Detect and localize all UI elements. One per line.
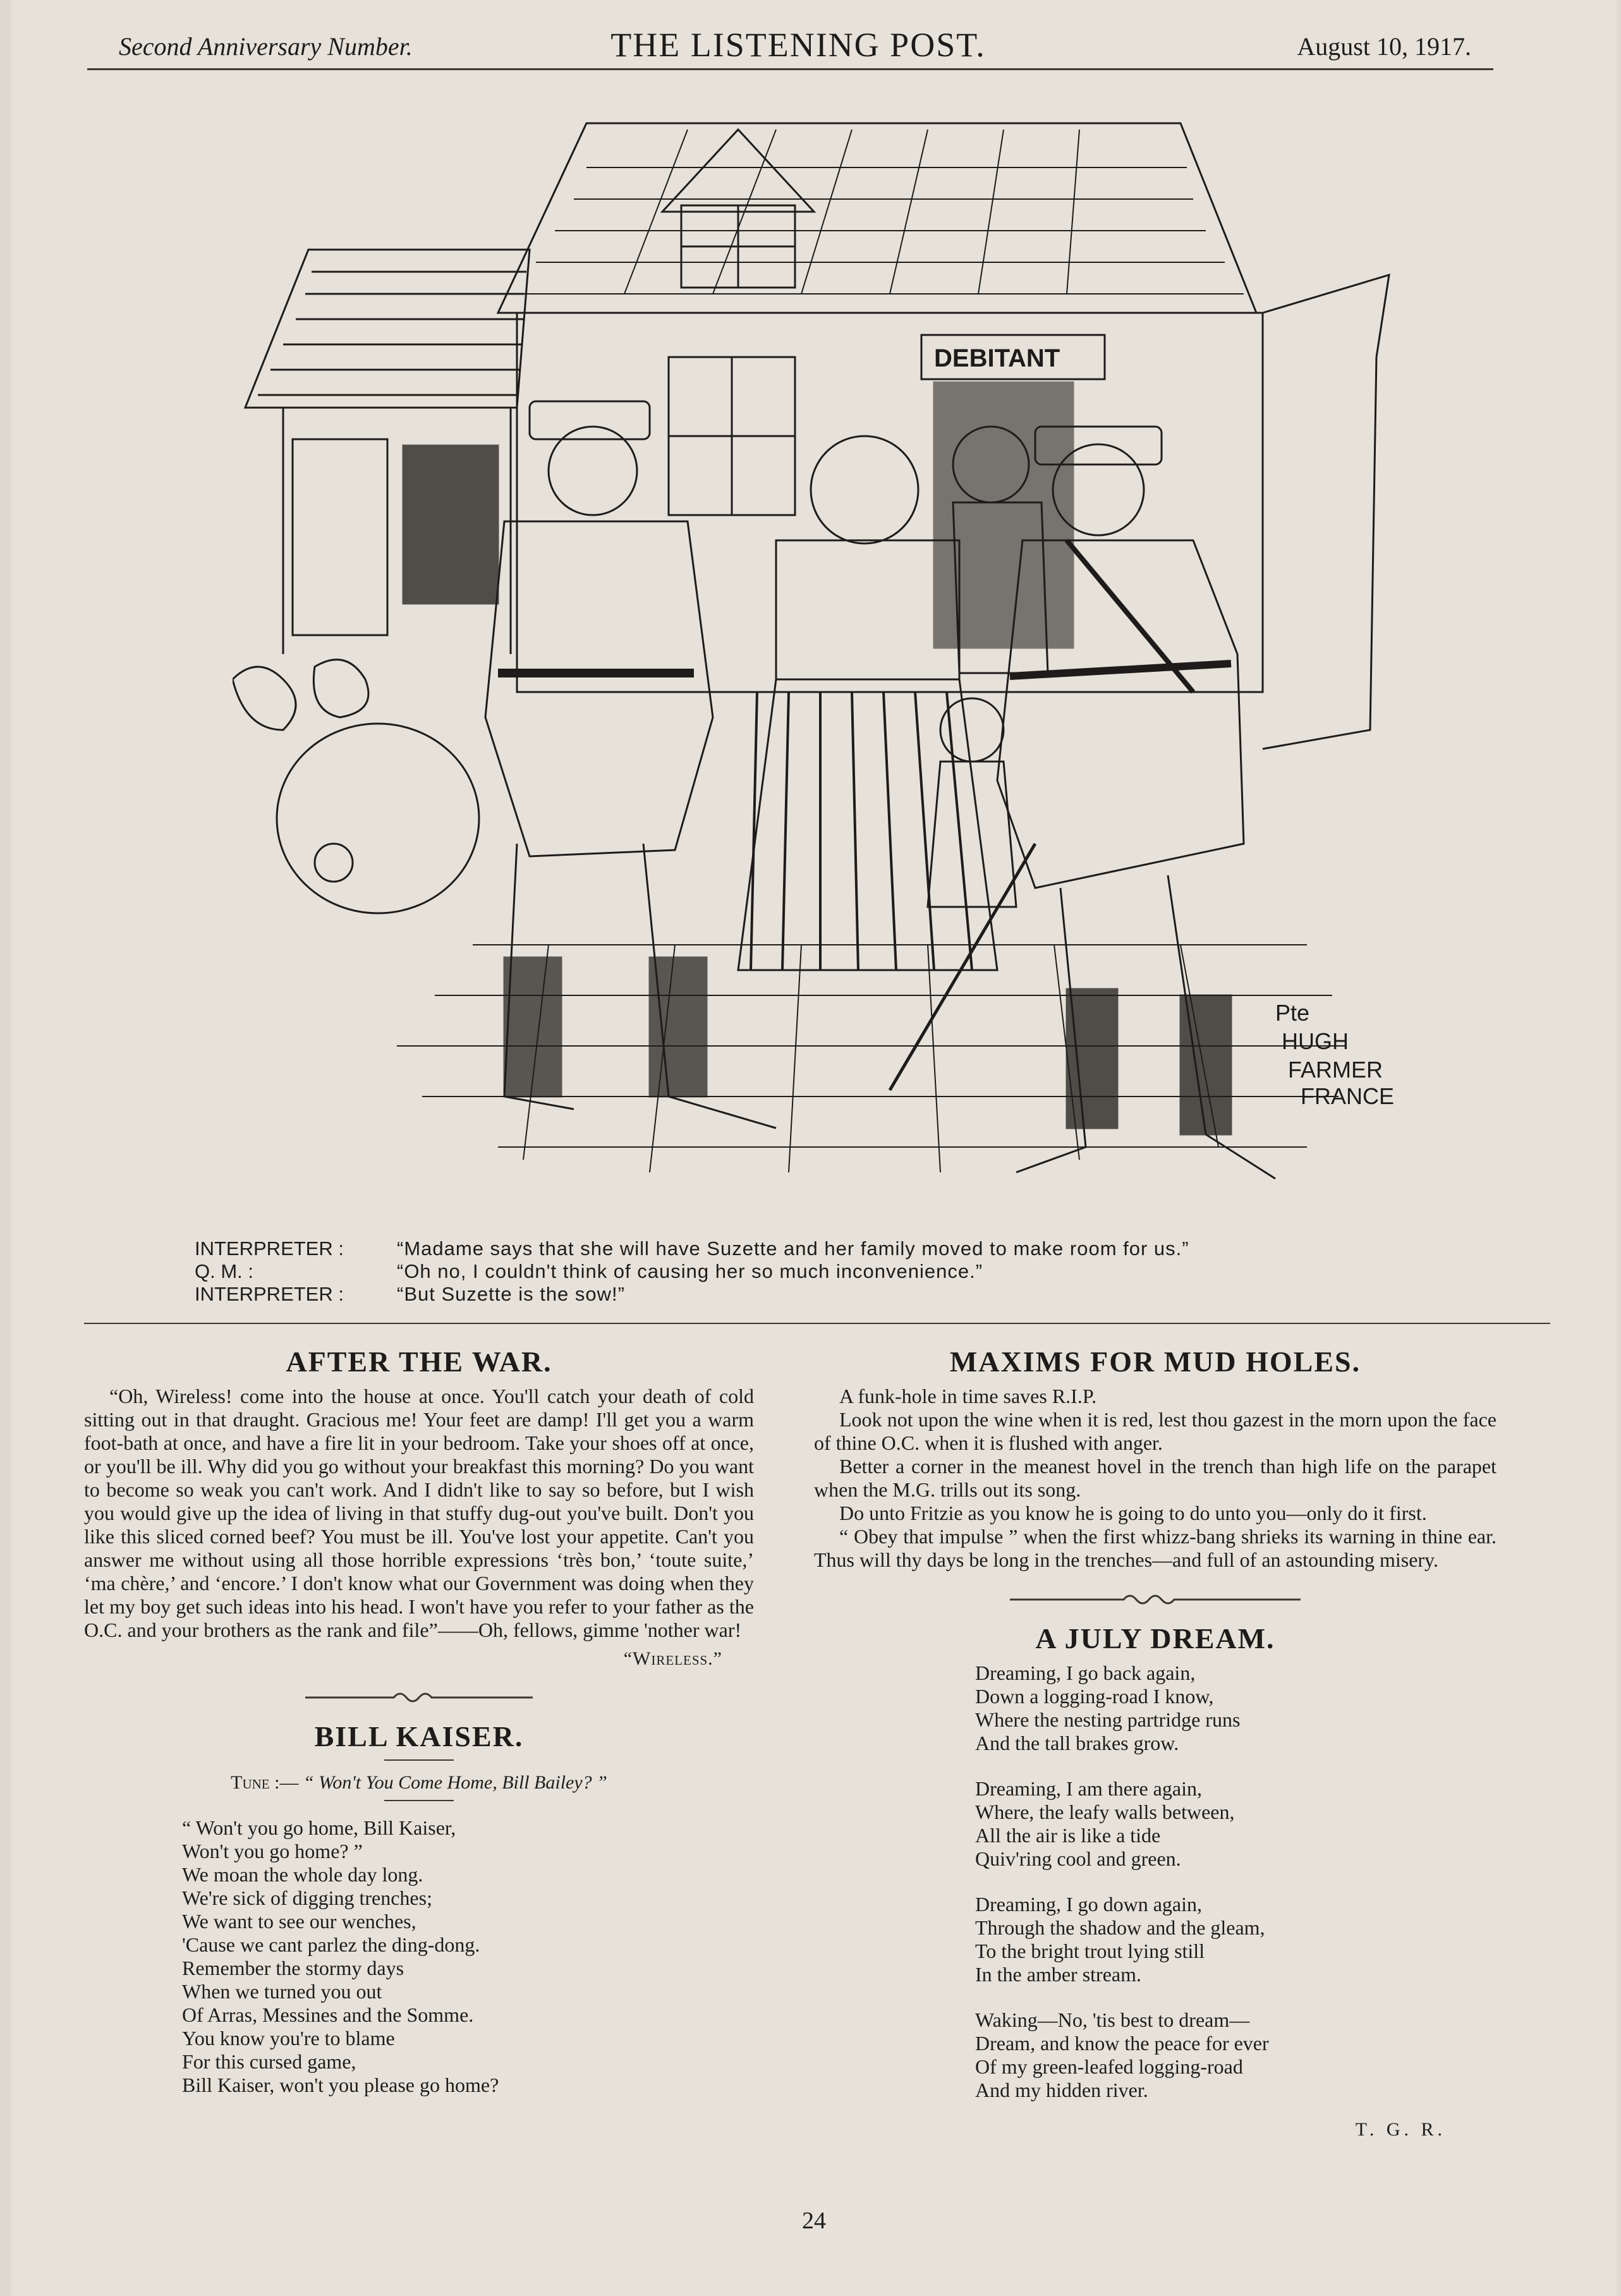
- poem-line: Dreaming, I go back again,: [975, 1661, 1196, 1684]
- page-number: 24: [802, 2208, 826, 2234]
- shop-sign: DEBITANT: [934, 344, 1060, 372]
- header-date: August 10, 1917.: [1297, 32, 1471, 61]
- maxim-paragraph: Look not upon the wine when it is red, lest thou gazest in the morn upon the face of thine O.C. when it is flushed with anger.: [814, 1408, 1497, 1454]
- caption-speaker: INTERPRETER :: [195, 1237, 344, 1260]
- caption-speaker: Q. M. :: [195, 1260, 253, 1282]
- svg-text:FRANCE: FRANCE: [1301, 1083, 1395, 1109]
- tune-title: “ Won't You Come Home, Bill Bailey? ”: [303, 1772, 607, 1793]
- bill-kaiser-verse: [84, 1816, 754, 2097]
- cartoon-caption: [195, 1237, 1459, 1306]
- verse-line: Remember the stormy days: [182, 1957, 404, 1979]
- caption-line: “Oh no, I couldn't think of causing her so much inconvenience.”: [397, 1260, 983, 1282]
- maxim-paragraph: Better a corner in the meanest hovel in the trench than high life on the parapet when the M.G. trills out its song.: [814, 1455, 1497, 1501]
- after-the-war-title: AFTER THE WAR.: [286, 1345, 552, 1378]
- verse-line: When we turned you out: [182, 1980, 382, 2003]
- artist-signature: [1275, 1000, 1394, 1109]
- verse-line: We want to see our wenches,: [182, 1910, 416, 1933]
- caption-line: “But Suzette is the sow!”: [397, 1283, 625, 1305]
- maxims-title: MAXIMS FOR MUD HOLES.: [949, 1345, 1361, 1378]
- maxim-paragraph: “ Obey that impulse ” when the first whizz-bang shrieks its warning in thine ear. Thus will thy days be long in the trenches—and full of an astounding misery.: [814, 1525, 1497, 1571]
- header-rule: [87, 68, 1493, 70]
- section-rule: [84, 1323, 1550, 1324]
- after-the-war-signature: “Wireless.”: [623, 1648, 722, 1669]
- poem-line: Dream, and know the peace for ever: [975, 2032, 1269, 2055]
- poem-line: Where the nesting partridge runs: [975, 1708, 1241, 1731]
- poem-line: Dreaming, I go down again,: [975, 1893, 1203, 1916]
- verse-line: Bill Kaiser, won't you please go home?: [182, 2074, 499, 2096]
- page-header: [106, 25, 1490, 70]
- newspaper-page: [11, 0, 1617, 2296]
- caption-row: [195, 1283, 1459, 1306]
- poem-line: Quiv'ring cool and green.: [975, 1847, 1181, 1870]
- verse-line: We moan the whole day long.: [182, 1863, 423, 1886]
- verse-line: Of Arras, Messines and the Somme.: [182, 2003, 474, 2026]
- bill-kaiser-title: BILL KAISER.: [314, 1720, 524, 1752]
- poem-line: In the amber stream.: [975, 1963, 1141, 1986]
- caption-row: [195, 1237, 1459, 1260]
- poem-line: Waking—No, 'tis best to dream—: [975, 2008, 1250, 2031]
- svg-text:HUGH: HUGH: [1282, 1028, 1349, 1054]
- july-dream-signature: T. G. R.: [1355, 2119, 1446, 2140]
- poem-stanza: [975, 1661, 1497, 1755]
- poem-line: Through the shadow and the gleam,: [975, 1916, 1265, 1939]
- poem-line: All the air is like a tide: [975, 1824, 1161, 1847]
- verse-line: We're sick of digging trenches;: [182, 1886, 432, 1909]
- tune-line: [84, 1772, 754, 1794]
- verse-line: You know you're to blame: [182, 2027, 395, 2050]
- left-column: [84, 1340, 754, 2097]
- poem-line: Dreaming, I am there again,: [975, 1777, 1202, 1800]
- poem-line: Down a logging-road I know,: [975, 1685, 1214, 1708]
- caption-line: “Madame says that she will have Suzette and her family moved to make room for us.”: [397, 1237, 1189, 1260]
- tune-label: Tune :—: [231, 1772, 299, 1793]
- after-the-war-body: “Oh, Wireless! come into the house at once. You'll catch your death of cold sitting out in that draught. Gracious me! Your feet are damp! I'll get you a warm foot-bath at once, and have a fire lit in your bedroom. Take your shoes off at once, or you'll be ill. Why did you go without your breakfast this morning? Do you want to become so weak you can't work. And I didn't like to say so before, but I wish you would give up the idea of living in that stuffy dug-out you've built. Don't you like this sliced corned beef? You must be ill. You've lost your appetite. Can't you answer me without using all those horrible expressions ‘très bon,’ ‘toute suite,’ ‘ma chère,’ and ‘encore.’ I don't know what our Government was doing when they let my boy get such ideas into his head. I won't have you refer to your father as the O.C. and your brothers as the rank and file”——Oh, fellows, gimme 'nother war!: [84, 1385, 754, 1641]
- caption-speaker: INTERPRETER :: [195, 1283, 344, 1305]
- right-column: [814, 1340, 1497, 2141]
- verse-line: Won't you go home? ”: [182, 1840, 363, 1862]
- svg-text:Pte: Pte: [1275, 1000, 1310, 1026]
- july-dream-title: A JULY DREAM.: [1035, 1622, 1275, 1655]
- maxim-paragraph: A funk-hole in time saves R.I.P.: [839, 1385, 1097, 1407]
- poem-stanza: [975, 1777, 1497, 1871]
- poem-line: Of my green-leafed logging-road: [975, 2055, 1243, 2078]
- verse-line: 'Cause we cant parlez the ding-dong.: [182, 1933, 480, 1956]
- short-rule: [384, 1800, 454, 1801]
- poem-stanza: [975, 2008, 1497, 2102]
- poem-stanza: [975, 1893, 1497, 1986]
- poem-line: Where, the leafy walls between,: [975, 1801, 1235, 1823]
- header-edition: Second Anniversary Number.: [119, 32, 413, 61]
- poem-line: And the tall brakes grow.: [975, 1732, 1179, 1754]
- maxim-paragraph: Do unto Fritzie as you know he is going to do unto you—only do it first.: [839, 1502, 1427, 1524]
- ornament-divider: [84, 1690, 754, 1708]
- cartoon-illustration: [233, 85, 1440, 1223]
- verse-line: “ Won't you go home, Bill Kaiser,: [182, 1816, 456, 1839]
- verse-line: For this cursed game,: [182, 2050, 356, 2073]
- poem-line: And my hidden river.: [975, 2079, 1148, 2101]
- header-masthead: THE LISTENING POST.: [610, 26, 986, 64]
- ornament-divider: [814, 1592, 1497, 1610]
- july-dream-poem: [814, 1661, 1497, 2102]
- poem-line: To the bright trout lying still: [975, 1940, 1205, 1962]
- short-rule: [384, 1759, 454, 1761]
- svg-text:FARMER: FARMER: [1288, 1057, 1383, 1083]
- caption-row: [195, 1260, 1459, 1283]
